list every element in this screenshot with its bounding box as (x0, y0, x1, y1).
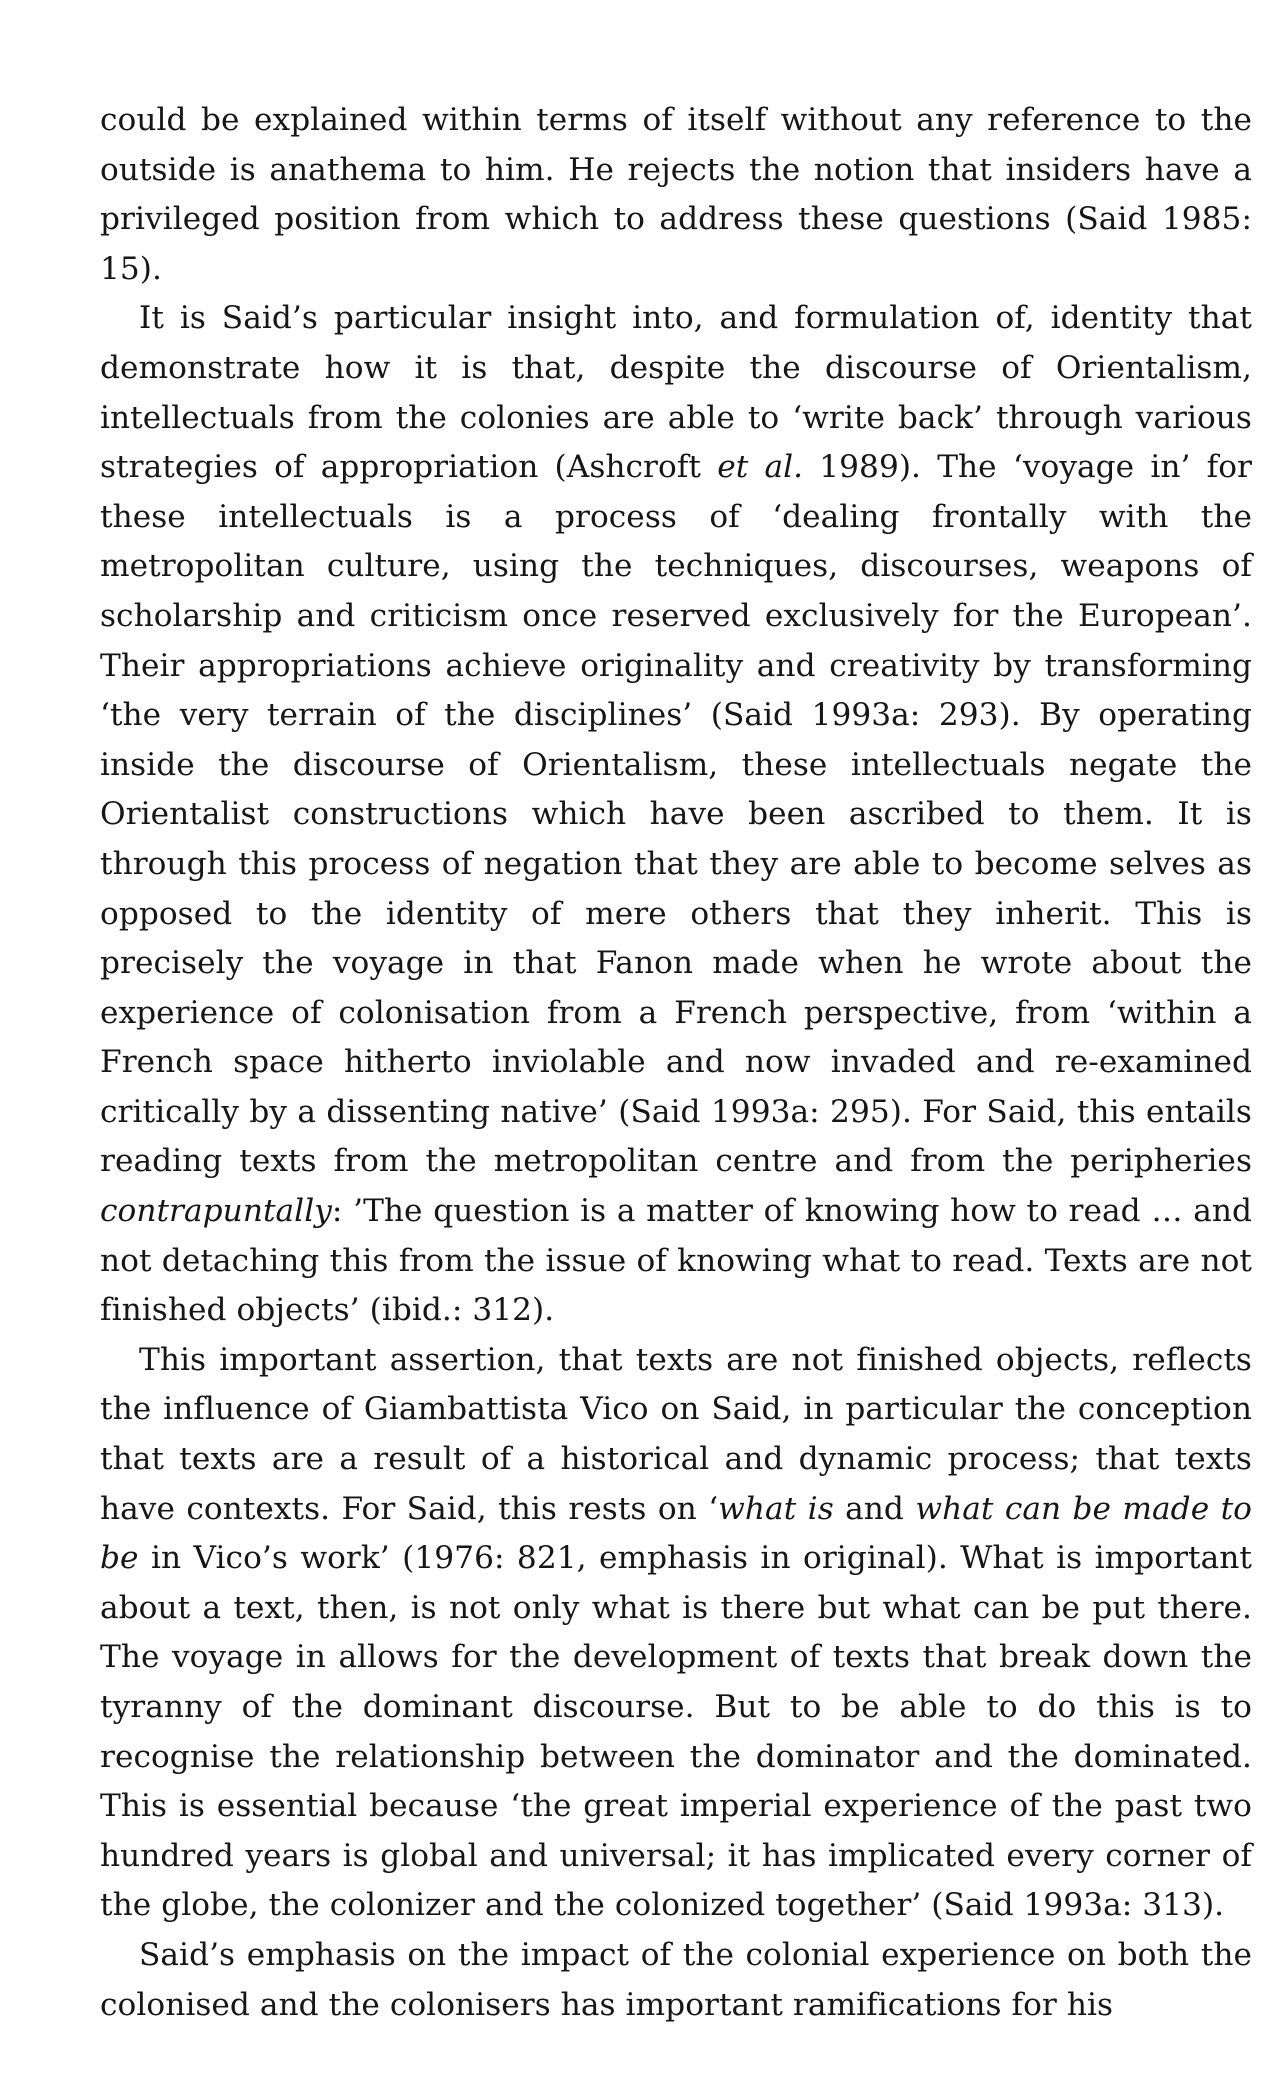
text-segment: : ’The question is a matter of knowing how to read … and not detaching this from the issue of knowing what to read. Texts are not finished objects’ (ibid.: 312). (100, 1193, 1252, 1329)
page-body (100, 96, 1252, 2030)
paragraph-colonial-experience (100, 1931, 1252, 2030)
italic-text-segment: et al. (717, 449, 804, 486)
text-segment: It is Said’s particular insight into, and formulation of, identity that demonstrate how it is that, despite the discourse of Orientalism, intellectuals from the colonies are able to ‘write back’ through various strategies of appropriation (Ashcroft (100, 300, 1252, 486)
paragraph-voyage-in (100, 294, 1252, 1335)
paragraph-vico (100, 1336, 1252, 1931)
text-segment: could be explained within terms of itself without any reference to the outside is anathema to him. He rejects the notion that insiders have a privileged position from which to address these questions (Said 1985: 15). (100, 102, 1252, 287)
italic-text-segment: contrapuntally (100, 1193, 332, 1230)
italic-text-segment: what can be made to be (100, 1490, 1252, 1577)
text-segment: 1989). The ‘voyage in’ for these intellectuals is a process of ‘dealing frontally with the metropolitan culture, using the techniques, discourses, weapons of scholarship and criticism once reserved exclusively for the European’. Their appropriations achieve originality and creativity by transforming ‘the very terrain of the disciplines’ (Said 1993a: 293). By operating inside the discourse of Orientalism, these intellectuals negate the Orientalist constructions which have been ascribed to them. It is through this process of negation that they are able to become selves as opposed to the identity of mere others that they inherit. This is precisely the voyage in that Fanon made when he wrote about the experience of colonisation from a French perspective, from ‘within a French space hitherto inviolable and now invaded and re-examined critically by a dissenting native’ (Said 1993a: 295). For Said, this entails reading texts from the metropolitan centre and from the peripheries (100, 449, 1253, 1180)
paragraph-continued (100, 96, 1252, 294)
text-segment: in Vico’s work’ (1976: 821, emphasis in original). What is important about a text, then, is not only what is there but what can be put there. The voyage in allows for the development of texts that break down the tyranny of the dominant discourse. But to be able to do this is to recognise the relationship between the dominator and the dominated. This is essential because ‘the great imperial experience of the past two hundred years is global and universal; it has implicated every corner of the globe, the colonizer and the colonized together’ (Said 1993a: 313). (100, 1540, 1252, 1924)
text-segment: and (833, 1490, 916, 1527)
text-segment: Said’s emphasis on the impact of the colonial experience on both the colonised and the colonisers has important ramifications for his (100, 1936, 1252, 2023)
italic-text-segment: what is (718, 1490, 834, 1527)
text-segment: This important assertion, that texts are not finished objects, reflects the influence of Giambattista Vico on Said, in particular the conception that texts are a result of a historical and dynamic process; that texts have contexts. For Said, this rests on ‘ (100, 1341, 1252, 1527)
